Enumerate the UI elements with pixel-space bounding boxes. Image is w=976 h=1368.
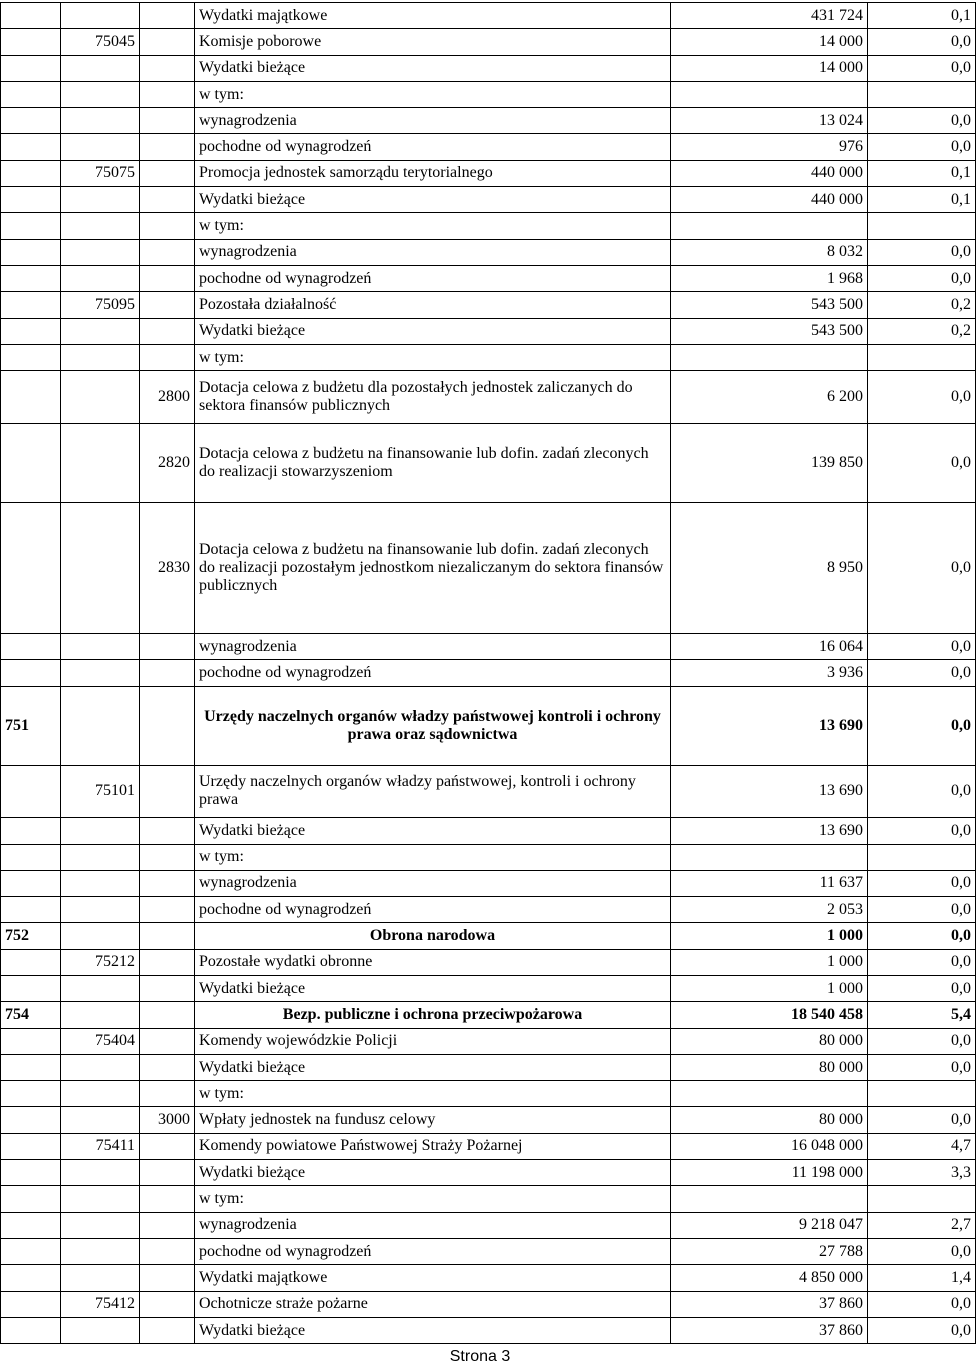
chapter-cell [61,1265,140,1291]
division-cell [1,108,61,134]
chapter-cell [61,1054,140,1080]
table-row [1,1265,976,1291]
chapter-cell: 75095 [61,292,140,318]
table-row [1,502,976,634]
paragraph-cell [140,897,195,923]
percent-cell: 0,0 [868,1238,976,1264]
percent-cell: 0,0 [868,818,976,844]
table-row [1,1238,976,1264]
amount-cell: 13 690 [671,765,868,818]
division-cell [1,1081,61,1107]
chapter-cell [61,1002,140,1028]
percent-cell [868,1081,976,1107]
chapter-cell [61,818,140,844]
description-cell: Urzędy naczelnych organów władzy państwowej kontroli i ochrony prawa oraz sądownictwa [195,686,671,765]
description-cell: Promocja jednostek samorządu terytorialnego [195,160,671,186]
table-row [1,1317,976,1343]
percent-cell: 1,4 [868,1265,976,1291]
amount-cell: 27 788 [671,1238,868,1264]
division-cell [1,318,61,344]
table-row [1,1081,976,1107]
chapter-cell [61,134,140,160]
table-row [1,1160,976,1186]
description-cell: pochodne od wynagrodzeń [195,1238,671,1264]
chapter-cell [61,897,140,923]
amount-cell: 37 860 [671,1317,868,1343]
amount-cell: 11 198 000 [671,1160,868,1186]
division-cell [1,1028,61,1054]
division-cell [1,1238,61,1264]
table-row [1,318,976,344]
amount-cell [671,1186,868,1212]
chapter-cell [61,1238,140,1264]
chapter-cell [61,1317,140,1343]
percent-cell: 0,0 [868,870,976,896]
table-row [1,108,976,134]
percent-cell: 0,0 [868,29,976,55]
amount-cell: 16 048 000 [671,1133,868,1159]
chapter-cell [61,502,140,634]
amount-cell [671,1081,868,1107]
description-cell: Komendy wojewódzkie Policji [195,1028,671,1054]
table-row [1,1133,976,1159]
table-row [1,371,976,424]
percent-cell: 0,0 [868,1317,976,1343]
budget-table [0,2,976,1344]
division-cell [1,29,61,55]
description-cell: w tym: [195,81,671,107]
amount-cell: 543 500 [671,292,868,318]
division-cell [1,187,61,213]
paragraph-cell [140,686,195,765]
description-cell: Wydatki bieżące [195,1160,671,1186]
table-row [1,81,976,107]
paragraph-cell [140,213,195,239]
percent-cell: 0,0 [868,108,976,134]
amount-cell: 8 032 [671,239,868,265]
table-row [1,976,976,1002]
division-cell [1,897,61,923]
amount-cell: 9 218 047 [671,1212,868,1238]
paragraph-cell [140,1317,195,1343]
paragraph-cell [140,108,195,134]
division-cell [1,1291,61,1317]
division-cell [1,344,61,370]
percent-cell: 0,2 [868,292,976,318]
description-cell: w tym: [195,1186,671,1212]
description-cell: Urzędy naczelnych organów władzy państwowej, kontroli i ochrony prawa [195,765,671,818]
table-row [1,634,976,660]
division-cell [1,160,61,186]
table-row [1,239,976,265]
amount-cell: 440 000 [671,187,868,213]
division-cell [1,976,61,1002]
description-cell: Komisje poborowe [195,29,671,55]
description-cell: wynagrodzenia [195,1212,671,1238]
table-row [1,1212,976,1238]
amount-cell: 13 024 [671,108,868,134]
percent-cell: 0,0 [868,923,976,949]
description-cell: Dotacja celowa z budżetu na finansowanie lub dofin. zadań zleconych do realizacji pozostałym jednostkom niezaliczanym do sektora finansów publicznych [195,502,671,634]
amount-cell: 543 500 [671,318,868,344]
percent-cell: 0,0 [868,1028,976,1054]
percent-cell: 4,7 [868,1133,976,1159]
paragraph-cell [140,81,195,107]
table-row [1,1028,976,1054]
percent-cell: 0,0 [868,1054,976,1080]
table-row [1,897,976,923]
division-cell [1,239,61,265]
paragraph-cell [140,3,195,29]
table-row [1,1107,976,1133]
paragraph-cell [140,976,195,1002]
division-cell [1,949,61,975]
description-cell: Pozostała działalność [195,292,671,318]
division-cell [1,265,61,291]
paragraph-cell [140,634,195,660]
paragraph-cell [140,344,195,370]
percent-cell: 0,0 [868,1291,976,1317]
chapter-cell [61,634,140,660]
amount-cell: 1 000 [671,949,868,975]
amount-cell: 139 850 [671,423,868,502]
description-cell: w tym: [195,213,671,239]
paragraph-cell [140,949,195,975]
division-cell [1,1160,61,1186]
description-cell: pochodne od wynagrodzeń [195,660,671,686]
amount-cell: 8 950 [671,502,868,634]
percent-cell [868,344,976,370]
division-cell [1,55,61,81]
amount-cell: 440 000 [671,160,868,186]
division-cell [1,1186,61,1212]
table-row [1,870,976,896]
amount-cell: 431 724 [671,3,868,29]
chapter-cell [61,265,140,291]
description-cell: Komendy powiatowe Państwowej Straży Pożarnej [195,1133,671,1159]
table-row [1,55,976,81]
percent-cell: 0,0 [868,976,976,1002]
chapter-cell: 75101 [61,765,140,818]
percent-cell: 0,0 [868,265,976,291]
division-cell [1,3,61,29]
amount-cell: 13 690 [671,818,868,844]
chapter-cell [61,1160,140,1186]
paragraph-cell [140,765,195,818]
division-cell [1,1054,61,1080]
description-cell: pochodne od wynagrodzeń [195,897,671,923]
table-row [1,423,976,502]
division-cell [1,1265,61,1291]
table-row [1,1291,976,1317]
paragraph-cell [140,1081,195,1107]
table-row [1,292,976,318]
table-row [1,818,976,844]
percent-cell: 0,0 [868,502,976,634]
division-cell [1,423,61,502]
description-cell: Wydatki bieżące [195,1054,671,1080]
table-row [1,3,976,29]
table-row [1,265,976,291]
amount-cell: 80 000 [671,1028,868,1054]
amount-cell: 6 200 [671,371,868,424]
chapter-cell [61,1212,140,1238]
chapter-cell [61,344,140,370]
amount-cell: 14 000 [671,29,868,55]
division-cell [1,1107,61,1133]
paragraph-cell [140,660,195,686]
amount-cell [671,213,868,239]
chapter-cell [61,239,140,265]
table-row [1,213,976,239]
chapter-cell: 75411 [61,1133,140,1159]
chapter-cell [61,3,140,29]
division-cell [1,765,61,818]
paragraph-cell [140,818,195,844]
paragraph-cell: 2820 [140,423,195,502]
chapter-cell [61,81,140,107]
table-row [1,949,976,975]
chapter-cell [61,187,140,213]
paragraph-cell [140,265,195,291]
chapter-cell [61,213,140,239]
paragraph-cell [140,844,195,870]
division-cell [1,292,61,318]
amount-cell: 16 064 [671,634,868,660]
paragraph-cell: 2800 [140,371,195,424]
percent-cell: 0,0 [868,686,976,765]
description-cell: w tym: [195,344,671,370]
paragraph-cell [140,1028,195,1054]
percent-cell: 0,1 [868,160,976,186]
paragraph-cell [140,1186,195,1212]
percent-cell: 0,1 [868,3,976,29]
amount-cell: 14 000 [671,55,868,81]
chapter-cell [61,870,140,896]
division-cell [1,371,61,424]
paragraph-cell [140,1212,195,1238]
budget-table-body [1,3,976,1344]
description-cell: wynagrodzenia [195,634,671,660]
description-cell: Wydatki bieżące [195,187,671,213]
description-cell: w tym: [195,844,671,870]
description-cell: Wydatki majątkowe [195,3,671,29]
amount-cell [671,81,868,107]
division-cell [1,660,61,686]
percent-cell: 0,0 [868,423,976,502]
division-cell [1,502,61,634]
description-cell: w tym: [195,1081,671,1107]
division-cell [1,1212,61,1238]
description-cell: wynagrodzenia [195,870,671,896]
paragraph-cell [140,55,195,81]
amount-cell: 37 860 [671,1291,868,1317]
division-cell: 751 [1,686,61,765]
amount-cell [671,344,868,370]
paragraph-cell [140,1238,195,1264]
table-row [1,844,976,870]
division-cell [1,134,61,160]
chapter-cell [61,976,140,1002]
division-cell [1,634,61,660]
division-cell: 752 [1,923,61,949]
description-cell: Wydatki bieżące [195,318,671,344]
description-cell: Wydatki bieżące [195,818,671,844]
paragraph-cell: 3000 [140,1107,195,1133]
percent-cell: 0,0 [868,949,976,975]
paragraph-cell [140,187,195,213]
paragraph-cell [140,1160,195,1186]
chapter-cell [61,1186,140,1212]
table-row [1,1054,976,1080]
page-number: Strona 3 [449,1348,511,1365]
amount-cell: 13 690 [671,686,868,765]
paragraph-cell [140,870,195,896]
paragraph-cell [140,318,195,344]
paragraph-cell [140,160,195,186]
table-row [1,686,976,765]
amount-cell: 1 000 [671,976,868,1002]
chapter-cell [61,923,140,949]
table-row [1,160,976,186]
chapter-cell: 75212 [61,949,140,975]
description-cell: Dotacja celowa z budżetu na finansowanie lub dofin. zadań zleconych do realizacji stowarzyszeniom [195,423,671,502]
description-cell: Obrona narodowa [195,923,671,949]
paragraph-cell [140,923,195,949]
percent-cell [868,81,976,107]
description-cell: wynagrodzenia [195,108,671,134]
paragraph-cell [140,1265,195,1291]
table-row [1,660,976,686]
chapter-cell [61,318,140,344]
paragraph-cell [140,1291,195,1317]
percent-cell: 5,4 [868,1002,976,1028]
description-cell: Dotacja celowa z budżetu dla pozostałych jednostek zaliczanych do sektora finansów publicznych [195,371,671,424]
chapter-cell [61,686,140,765]
description-cell: wynagrodzenia [195,239,671,265]
division-cell [1,81,61,107]
division-cell [1,818,61,844]
division-cell [1,1133,61,1159]
table-row [1,765,976,818]
paragraph-cell: 2830 [140,502,195,634]
chapter-cell [61,108,140,134]
division-cell [1,1317,61,1343]
description-cell: Wydatki bieżące [195,1317,671,1343]
chapter-cell [61,55,140,81]
table-row [1,1002,976,1028]
table-row [1,134,976,160]
description-cell: Wydatki bieżące [195,55,671,81]
amount-cell: 3 936 [671,660,868,686]
paragraph-cell [140,29,195,55]
paragraph-cell [140,1054,195,1080]
percent-cell [868,844,976,870]
paragraph-cell [140,1133,195,1159]
division-cell: 754 [1,1002,61,1028]
amount-cell: 18 540 458 [671,1002,868,1028]
paragraph-cell [140,292,195,318]
table-row [1,923,976,949]
amount-cell: 80 000 [671,1107,868,1133]
table-row [1,29,976,55]
amount-cell: 1 968 [671,265,868,291]
chapter-cell [61,423,140,502]
percent-cell: 0,2 [868,318,976,344]
description-cell: Wpłaty jednostek na fundusz celowy [195,1107,671,1133]
percent-cell: 0,0 [868,55,976,81]
paragraph-cell [140,1002,195,1028]
percent-cell: 0,0 [868,239,976,265]
description-cell: pochodne od wynagrodzeń [195,265,671,291]
description-cell: Bezp. publiczne i ochrona przeciwpożarowa [195,1002,671,1028]
chapter-cell [61,1081,140,1107]
table-row [1,1186,976,1212]
table-row [1,187,976,213]
percent-cell: 0,0 [868,371,976,424]
amount-cell [671,844,868,870]
amount-cell: 976 [671,134,868,160]
division-cell [1,213,61,239]
percent-cell [868,213,976,239]
amount-cell: 2 053 [671,897,868,923]
description-cell: Pozostałe wydatki obronne [195,949,671,975]
percent-cell [868,1186,976,1212]
chapter-cell: 75075 [61,160,140,186]
chapter-cell [61,844,140,870]
amount-cell: 80 000 [671,1054,868,1080]
chapter-cell: 75412 [61,1291,140,1317]
division-cell [1,844,61,870]
description-cell: pochodne od wynagrodzeń [195,134,671,160]
percent-cell: 0,0 [868,765,976,818]
description-cell: Wydatki bieżące [195,976,671,1002]
amount-cell: 1 000 [671,923,868,949]
chapter-cell: 75045 [61,29,140,55]
table-row [1,344,976,370]
percent-cell: 0,0 [868,1107,976,1133]
paragraph-cell [140,239,195,265]
percent-cell: 0,0 [868,660,976,686]
division-cell [1,870,61,896]
description-cell: Ochotnicze straże pożarne [195,1291,671,1317]
percent-cell: 3,3 [868,1160,976,1186]
amount-cell: 11 637 [671,870,868,896]
chapter-cell [61,371,140,424]
percent-cell: 0,0 [868,134,976,160]
chapter-cell [61,660,140,686]
amount-cell: 4 850 000 [671,1265,868,1291]
percent-cell: 0,0 [868,634,976,660]
chapter-cell [61,1107,140,1133]
percent-cell: 0,1 [868,187,976,213]
description-cell: Wydatki majątkowe [195,1265,671,1291]
percent-cell: 2,7 [868,1212,976,1238]
percent-cell: 0,0 [868,897,976,923]
paragraph-cell [140,134,195,160]
chapter-cell: 75404 [61,1028,140,1054]
